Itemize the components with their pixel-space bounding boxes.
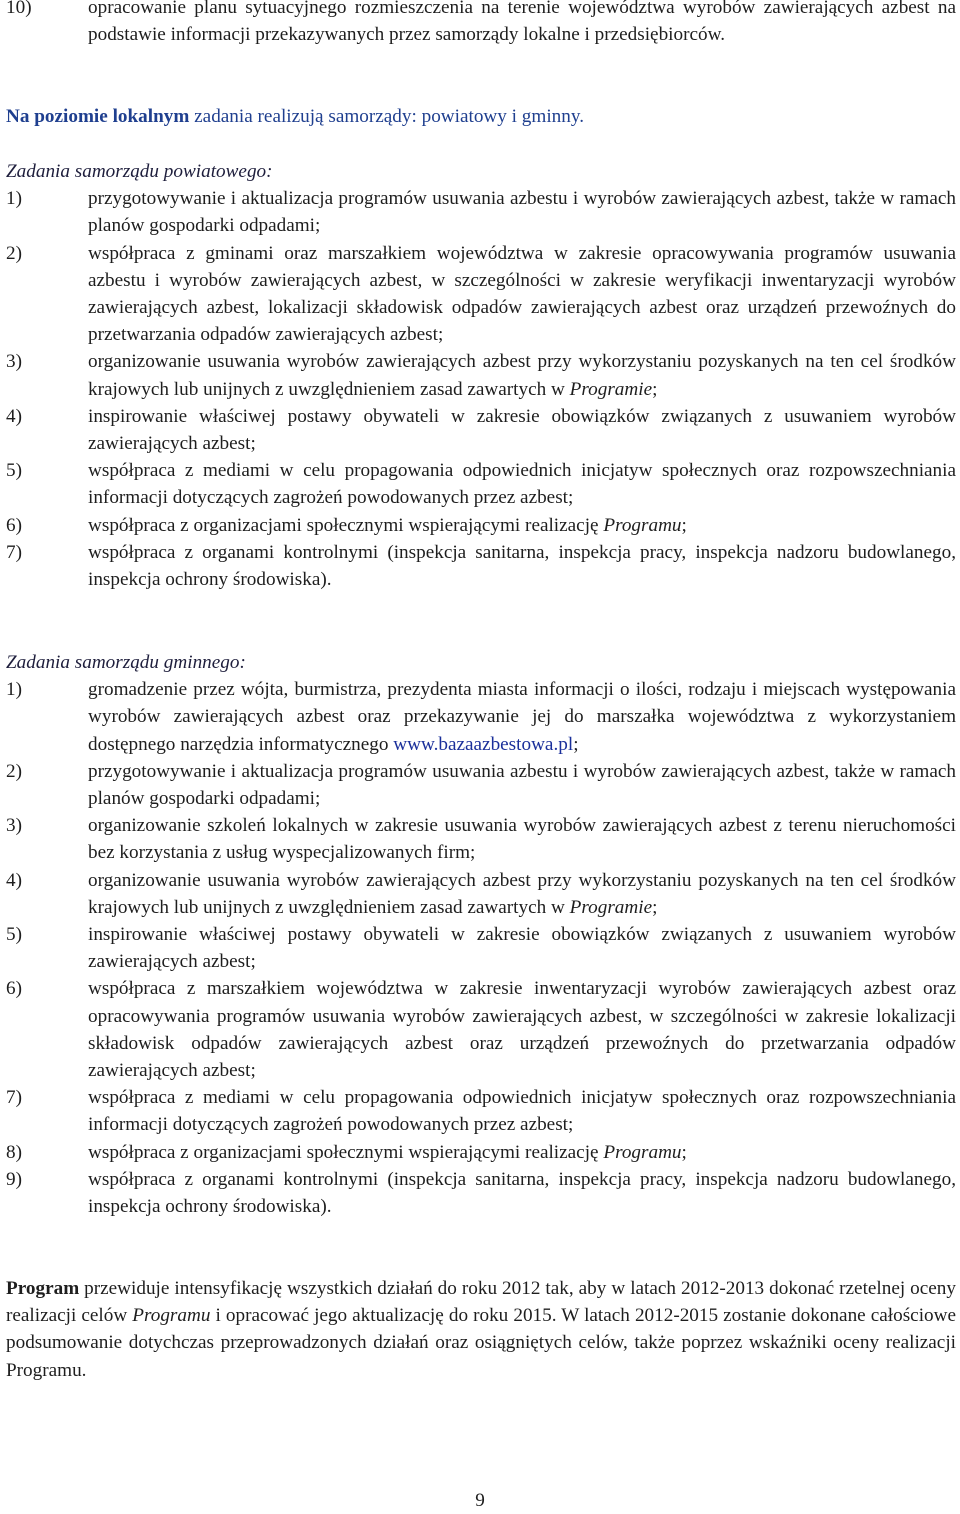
local-level-text: zadania realizują samorządy: powiatowy i gminny. [189, 106, 584, 127]
powiat-heading: Zadania samorządu powiatowego: [6, 161, 273, 182]
item-text: organizowanie usuwania wyrobów zawierających azbest przy wykorzystaniu pozyskanych na ten cel środków krajowych lub unijnych z uwzględnieniem zasad zawartych w [88, 351, 956, 400]
item-number: 7) [6, 541, 22, 563]
item-number: 4) [6, 405, 22, 427]
item-number: 7) [6, 1087, 22, 1109]
item-text: przygotowywanie i aktualizacja programów usuwania azbestu i wyrobów zawierających azbest, także w ramach planów gospodarki odpadami; [88, 188, 956, 237]
item-text: współpraca z organizacjami społecznymi wspierającymi realizację [88, 1141, 604, 1163]
list-item [6, 758, 956, 812]
list-item [6, 403, 956, 457]
closing-bold: Program [6, 1278, 80, 1299]
list-item [6, 0, 956, 48]
closing-paragraph [6, 1275, 956, 1384]
item-text: współpraca z mediami w celu propagowania odpowiednich inicjatyw społecznych oraz rozpowszechniania informacji dotyczących zagrożeń powodowanych przez azbest; [88, 460, 956, 509]
item-punct: ; [573, 733, 579, 755]
list-item [6, 457, 956, 511]
local-level-bold: Na poziomie lokalnym [6, 106, 190, 127]
list-item [6, 867, 956, 921]
item-text: gromadzenie przez wójta, burmistrza, prezydenta miasta informacji o ilości, rodzaju i miejscach występowania wyrobów zawierających azbest oraz przekazywanie jej do marszałka województwa z wykorzystaniem dostępnego narzędzia informatycznego [88, 679, 956, 755]
gmina-section [6, 649, 956, 1220]
item-punct: ; [681, 514, 687, 536]
list-item [6, 921, 956, 975]
item-italic: Programie [569, 896, 653, 918]
list-item [6, 812, 956, 866]
item-text: inspirowanie właściwej postawy obywateli w zakresie obowiązków związanych z usuwaniem wyrobów zawierających azbest; [88, 924, 956, 973]
item-italic: Programu [603, 1141, 682, 1163]
item-text: współpraca z mediami w celu propagowania odpowiednich inicjatyw społecznych oraz rozpowszechniania informacji dotyczących zagrożeń powodowanych przez azbest; [88, 1087, 956, 1136]
item-punct: ; [652, 896, 658, 918]
item-number: 4) [6, 869, 22, 891]
item-text: współpraca z gminami oraz marszałkiem województwa w zakresie opracowywania programów usuwania azbestu i wyrobów zawierających azbest, w szczególności w zakresie weryfikacji inwentaryzacji wyrobów zawierających azbest, lokalizacji składowisk odpadów zawierających azbest oraz urządzeń przewoźnych do przetwarzania odpadów zawierających azbest; [88, 242, 956, 346]
item-number: 9) [6, 1168, 22, 1190]
item-punct: ; [652, 378, 658, 400]
list-item [6, 676, 956, 758]
bazaazbestowa-link[interactable]: www.bazaazbestowa.pl [393, 733, 574, 755]
item-number: 1) [6, 679, 22, 701]
item-text: inspirowanie właściwej postawy obywateli w zakresie obowiązków związanych z usuwaniem wyrobów zawierających azbest; [88, 405, 956, 455]
closing-text-1: przewiduje intensyfikację wszystkich działań do roku 2012 tak, aby w latach 2012-2013 dokonać rzetelnej oceny realizacji celów [6, 1278, 956, 1327]
item-number: 2) [6, 760, 22, 782]
item-italic: Programie [569, 378, 653, 400]
item-number: 6) [6, 514, 22, 536]
item-punct: ; [681, 1141, 687, 1163]
item-number: 5) [6, 460, 22, 482]
item-text: organizowanie szkoleń lokalnych w zakresie usuwania wyrobów zawierających azbest z terenu nieruchomości bez korzystania z usług wyspecjalizowanych firm; [88, 815, 956, 864]
list-item [6, 348, 956, 402]
item-number: 3) [6, 351, 22, 373]
item-number: 2) [6, 242, 22, 264]
item-text: organizowanie usuwania wyrobów zawierających azbest przy wykorzystaniu pozyskanych na ten cel środków krajowych lub unijnych z uwzględnieniem zasad zawartych w [88, 869, 956, 918]
local-level-paragraph [6, 103, 956, 130]
closing-italic: Programu [132, 1305, 211, 1327]
top-list-item [6, 0, 956, 48]
list-item [6, 1139, 956, 1166]
item-number: 5) [6, 924, 22, 946]
item-text: współpraca z marszałkiem województwa w zakresie inwentaryzacji wyrobów zawierających azbest oraz opracowywania programów usuwania wyrobów zawierających azbest, w szczególności w zakresie lokalizacji składowisk odpadów zawierających azbest oraz urządzeń przewoźnych do przetwarzania odpadów zawierających azbest; [88, 978, 956, 1082]
item-text: współpraca z organizacjami społecznymi wspierającymi realizację [88, 514, 604, 536]
page-number: 9 [475, 1490, 485, 1511]
list-item [6, 539, 956, 593]
list-item [6, 185, 956, 239]
list-item [6, 240, 956, 349]
gmina-heading: Zadania samorządu gminnego: [6, 652, 246, 673]
item-text: współpraca z organami kontrolnymi (inspekcja sanitarna, inspekcja pracy, inspekcja nadzoru budowlanego, inspekcja ochrony środowiska). [88, 541, 956, 591]
list-item [6, 512, 956, 539]
list-item [6, 975, 956, 1084]
item-number: 3) [6, 815, 22, 837]
item-number: 6) [6, 978, 22, 1000]
list-item [6, 1084, 956, 1138]
closing-text-2: i opracować jego aktualizację do roku 2015. W latach 2012-2015 zostanie dokonane całościowe podsumowanie dotychczas przeprowadzonych działań oraz osiągniętych celów, także poprzez wskaźniki oceny realizacji Programu. [6, 1305, 956, 1381]
item-number: 8) [6, 1141, 22, 1163]
item-italic: Programu [603, 514, 682, 536]
item-number: 1) [6, 188, 22, 210]
item-text: przygotowywanie i aktualizacja programów usuwania azbestu i wyrobów zawierających azbest, także w ramach planów gospodarki odpadami; [88, 760, 956, 810]
item-number: 10) [6, 0, 32, 18]
list-item [6, 1166, 956, 1220]
item-text: opracowanie planu sytuacyjnego rozmieszczenia na terenie województwa wyrobów zawierających azbest na podstawie informacji przekazywanych przez samorządy lokalne i przedsiębiorców. [88, 0, 956, 46]
powiat-section [6, 158, 956, 593]
item-text: współpraca z organami kontrolnymi (inspekcja sanitarna, inspekcja pracy, inspekcja nadzoru budowlanego, inspekcja ochrony środowiska). [88, 1168, 956, 1218]
